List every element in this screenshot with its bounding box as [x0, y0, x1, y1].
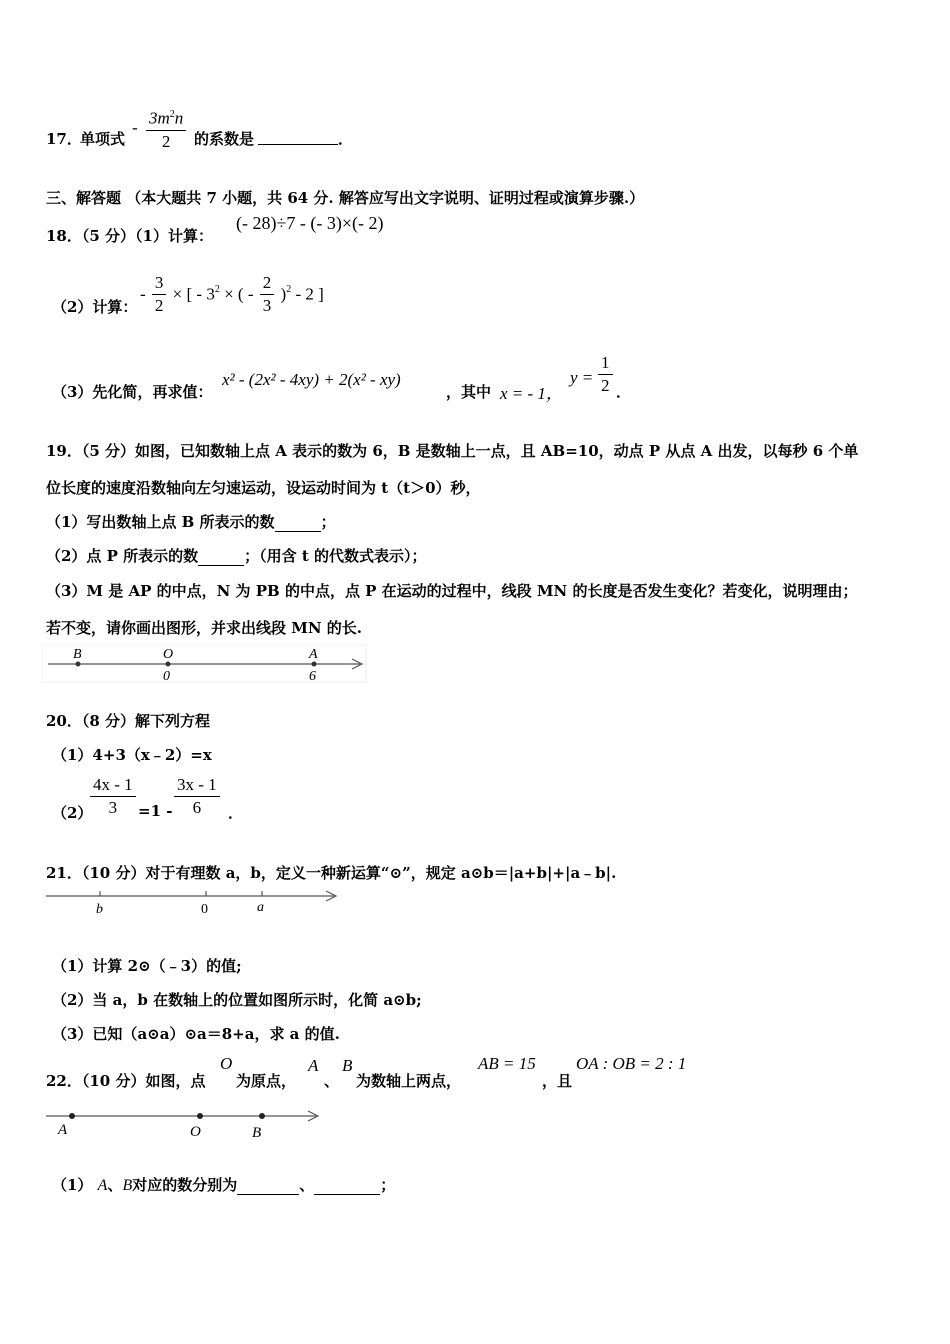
q22-p1-mid: 、 — [299, 1176, 315, 1194]
q22-p1-blank-A[interactable] — [237, 1178, 299, 1195]
q18-p2-frac2 — [260, 272, 275, 317]
q18-p2-d: ) — [280, 284, 287, 304]
q19-point-O — [166, 662, 171, 667]
q20-p1: （1）4+3（x﹣2）=x — [52, 746, 212, 764]
q19-p2-blank[interactable] — [198, 549, 244, 566]
q18-p2-b: × [ - 3 — [172, 284, 215, 304]
q18-p3-y-num: 1 — [598, 352, 613, 375]
q18-p3-y-den: 2 — [601, 376, 610, 395]
q18-head: 18．（5 分）（1）计算： — [46, 227, 213, 245]
q17-fraction — [146, 104, 186, 153]
q17-sign: - — [132, 118, 138, 137]
q20-end: ． — [228, 804, 244, 822]
q22-label-A: A — [58, 1122, 68, 1138]
q22-p1-B: B — [122, 1177, 133, 1194]
q22-head: 22．（10 分）如图，点 — [46, 1072, 206, 1090]
q22-p1 — [52, 1174, 395, 1195]
q18-p3-x: x = - 1， — [500, 384, 563, 403]
q20-frac2 — [174, 774, 220, 819]
q18-p2-frac2-num: 2 — [260, 272, 275, 295]
q17-suffix: 的系数是 — [194, 130, 255, 148]
q17-number: 17． — [46, 130, 82, 148]
q21-p2: （2）当 a，b 在数轴上的位置如图所示时，化简 a⊙b; — [52, 991, 422, 1009]
q22-p1-label: （1） — [52, 1176, 93, 1194]
q18-p2-frac1-num: 3 — [152, 272, 167, 295]
q19-p2-end: ；（用含 t 的代数式表示）； — [244, 547, 427, 565]
q17-frac-den: 2 — [161, 131, 171, 151]
q18-p2-frac2-den: 3 — [262, 296, 272, 315]
q19-line1: 19．（5 分）如图，已知数轴上点 A 表示的数为 6，B 是数轴上一点，且 AB=10，动点 P 从点 A 出发，以每秒 6 个单 — [46, 442, 859, 460]
q21-p3: （3）已知（a⊙a）⊙a＝8+a，求 a 的值. — [52, 1025, 340, 1043]
q18-p2-expr — [140, 272, 324, 328]
section3-title: 三、解答题 （本大题共 7 小题，共 64 分. 解答应写出文字说明、证明过程或演算步骤.） — [46, 189, 645, 207]
q22-t2: 为数轴上两点， — [356, 1072, 462, 1090]
q20-mid: =1 - — [138, 802, 173, 820]
q20-frac2-num: 3x - 1 — [174, 774, 220, 797]
q18-p3-y-frac — [598, 352, 613, 397]
q17-prefix: 单项式 — [80, 130, 126, 148]
q18-p2-b-exp: 2 — [214, 283, 220, 295]
q17-end: ． — [338, 130, 354, 148]
q19-label-B: B — [73, 647, 82, 662]
q20-frac1-den: 3 — [108, 798, 118, 817]
q22-label-B: B — [252, 1125, 262, 1141]
q18-expr1: (- 28)÷7 - (- 3)×(- 2) — [236, 213, 384, 233]
q17-answer-blank[interactable] — [258, 128, 338, 145]
q21-label-0: 0 — [201, 902, 208, 917]
q18-p2-frac1 — [152, 272, 167, 317]
q19-point-B — [76, 662, 81, 667]
q22-B: B — [342, 1056, 353, 1075]
q19-label-O: O — [163, 647, 174, 662]
q17-frac-num-exp: 2 — [169, 109, 175, 120]
q19-number-line — [42, 644, 372, 684]
q19-label-A: A — [309, 647, 318, 662]
q19-p1-blank[interactable] — [275, 515, 321, 532]
q18-p3-end: ． — [616, 383, 632, 401]
q22-point-B — [259, 1113, 265, 1119]
q22-ratio: OA : OB = 2 : 1 — [576, 1054, 687, 1073]
q22-p1-text: 对应的数分别为 — [132, 1176, 238, 1194]
q19-tick-6: 6 — [309, 669, 316, 684]
q19-line2: 位长度的速度沿数轴向左匀速运动，设运动时间为 t（t＞0）秒， — [46, 479, 481, 497]
q18-p3-expr: x² - (2x² - 4xy) + 2(x² - xy) — [222, 370, 401, 389]
q20-frac1-num: 4x - 1 — [90, 774, 136, 797]
q20-p2-label: （2） — [52, 804, 93, 822]
q19-point-A — [312, 662, 317, 667]
q17-frac-num: 3m — [149, 108, 170, 128]
q19-p1 — [46, 511, 336, 532]
q21-label-a: a — [257, 900, 264, 915]
q19-p1-end: ； — [320, 513, 336, 531]
q18-p2-c: × ( - — [224, 284, 254, 304]
q18-p3-label: （3）先化简，再求值： — [52, 383, 213, 401]
q18-p3-y: y = — [570, 368, 594, 387]
q19-p1-text: （1）写出数轴上点 B 所表示的数 — [46, 513, 275, 531]
q22-point-A — [69, 1113, 75, 1119]
q19-p3: （3）M 是 AP 的中点，N 为 PB 的中点，点 P 在运动的过程中，线段 MN 的长度是否发生变化？若变化，说明理由； — [46, 582, 858, 600]
q18-p3-mid: ，其中 — [446, 383, 492, 401]
q21-label-b: b — [96, 902, 103, 917]
q22-p1-sep: 、 — [107, 1176, 123, 1194]
q19-p2-text: （2）点 P 所表示的数 — [46, 547, 199, 565]
q20-frac2-den: 6 — [192, 798, 202, 817]
q17-frac-num-tail: n — [174, 108, 184, 128]
q20-frac1 — [90, 774, 136, 819]
q22-p1-end: ； — [380, 1176, 396, 1194]
q19-p2 — [46, 545, 427, 566]
q21-p1: （1）计算 2⊙（﹣3）的值; — [52, 957, 242, 975]
q22-point-O — [197, 1113, 203, 1119]
q21-number-line — [44, 884, 344, 918]
q18-p2-a: - — [140, 284, 146, 304]
q19-tick-0: 0 — [163, 669, 170, 684]
q22-t1: 为原点， — [236, 1072, 297, 1090]
q18-p2-e: - 2 ] — [295, 284, 324, 304]
q21-head: 21．（10 分）对于有理数 a，b，定义一种新运算“⊙”，规定 a⊙b＝|a+b|+|a﹣b|. — [46, 864, 617, 882]
q18-p2-d-exp: 2 — [286, 283, 292, 295]
q22-p1-A: A — [97, 1177, 108, 1194]
q22-p1-blank-B[interactable] — [314, 1178, 380, 1195]
q22-O: O — [220, 1054, 233, 1073]
q20-head: 20．（8 分）解下列方程 — [46, 712, 211, 730]
q19-p3b: 若不变，请你画出图形，并求出线段 MN 的长. — [46, 619, 362, 637]
q22-A: A — [308, 1056, 319, 1075]
q18-p2-frac1-den: 2 — [154, 296, 164, 315]
q22-t3: ，且 — [542, 1072, 573, 1090]
q22-number-line — [44, 1106, 334, 1142]
q18-p2-label: （2）计算： — [52, 298, 138, 316]
q22-sep: 、 — [324, 1072, 340, 1090]
q22-ab: AB = 15 — [478, 1054, 536, 1073]
q22-label-O: O — [190, 1124, 201, 1140]
